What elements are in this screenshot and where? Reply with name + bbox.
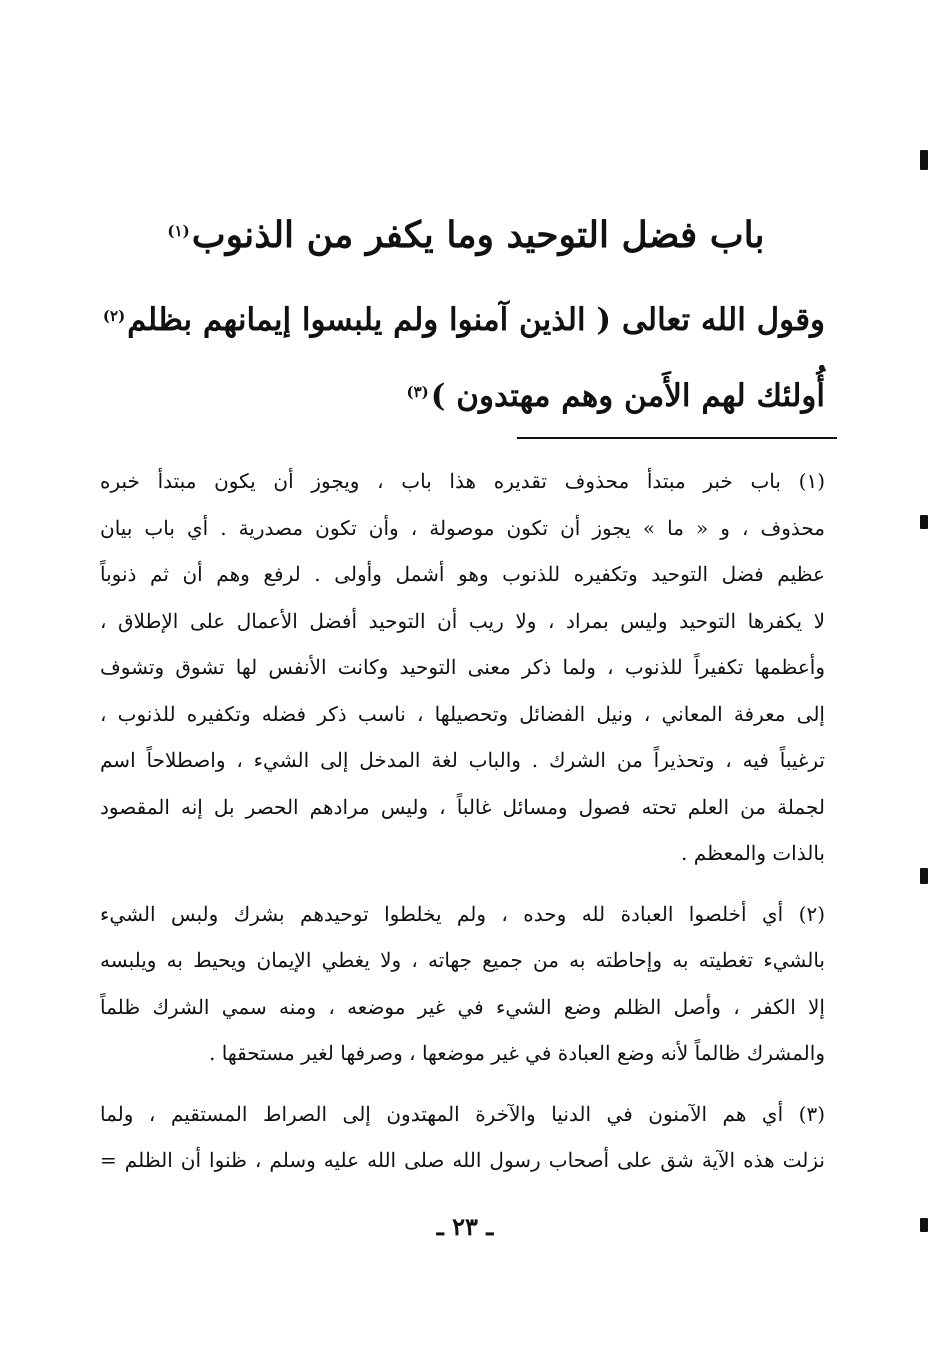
- footnote-ref-2: (٢): [102, 307, 126, 325]
- verse-line-text: وقول الله تعالى ( الذين آمنوا ولم يلبسوا إيمانهم بظلم: [127, 302, 825, 338]
- footnote-line: عظيم فضل التوحيد وتكفيره للذنوب وهو أشمل وأولى . لرفع وهم أن ثم ذنوباً: [100, 562, 825, 586]
- scan-edge-mark: [920, 868, 928, 884]
- footnote-line: إلى معرفة المعاني ، ونيل الفضائل وتحصيلها ، ناسب ذكر فضله وتكفيره للذنوب ،: [100, 701, 825, 726]
- footnote-line: وأعظمها تكفيراً للذنوب ، ولما ذكر معنى التوحيد وكانت الأنفس لها تشوق وتشوف: [100, 655, 825, 679]
- footnote-line: إلا الكفر ، وأصل الظلم وضع الشيء في غير موضعه ، ومنه سمي الشرك ظلماً: [100, 994, 825, 1019]
- scan-edge-mark: [920, 515, 928, 529]
- footnote-line: بالذات والمعظم .: [681, 841, 825, 865]
- footnote-line: محذوف ، و « ما » يجوز أن تكون موصولة ، وأن تكون مصدرية . أي باب بيان: [100, 515, 825, 540]
- footnote-3: [100, 1091, 825, 1184]
- page-number: ـ ٢٣ ـ: [436, 1212, 494, 1241]
- footnote-line: بالشيء تغطيته به وإحاطته به من جميع جهاته ، ولا يغطي الإيمان ويحيط به ويلبسه: [100, 948, 825, 972]
- verse-line-text: أُولئك لهم الأَمن وهم مهتدون ): [430, 378, 825, 414]
- footnote-ref-3: (٣): [406, 383, 429, 401]
- chapter-title-text: باب فضل التوحيد وما يكفر من الذنوب: [191, 214, 765, 256]
- footnote-line: لا يكفرها التوحيد وليس بمراد ، ولا ريب أن التوحيد أفضل الأعمال على الإطلاق ،: [100, 608, 825, 633]
- footnote-line: (٣) أي هم الآمنون في الدنيا والآخرة المهتدون إلى الصراط المستقيم ، ولما: [100, 1101, 825, 1126]
- footnote-line: (٢) أي أخلصوا العبادة لله وحده ، ولم يخلطوا توحيدهم بشرك ولبس الشيء: [100, 901, 825, 926]
- chapter-title: [100, 205, 830, 265]
- footnote-line: (١) باب خبر مبتدأ محذوف تقديره هذا باب ، ويجوز أن يكون مبتدأ خبره: [100, 469, 825, 493]
- footnote-2: [100, 891, 825, 1077]
- quran-verse: [102, 282, 825, 434]
- footnote-ref-1: (١): [167, 222, 190, 240]
- verse-line: [102, 282, 825, 358]
- footnote-line: لجملة من العلم تحته فصول ومسائل غالباً ، وليس مرادهم الحصر بل إنه المقصود: [100, 794, 825, 819]
- scan-edge-mark: [920, 150, 928, 170]
- footnote-1: [100, 458, 825, 877]
- footnote-line: والمشرك ظالماً لأنه وضع العبادة في غير موضعها ، وصرفها لغير مستحقها .: [209, 1041, 825, 1065]
- footnote-line: ترغيباً فيه ، وتحذيراً من الشرك . والباب لغة المدخل إلى الشيء ، واصطلاحاً اسم: [100, 748, 825, 772]
- footnote-separator: [517, 437, 837, 439]
- verse-line: [105, 358, 825, 434]
- footnote-line: نزلت هذه الآية شق على أصحاب رسول الله صلى الله عليه وسلم ، ظنوا أن الظلم =: [100, 1148, 825, 1172]
- footnotes: [100, 458, 825, 1198]
